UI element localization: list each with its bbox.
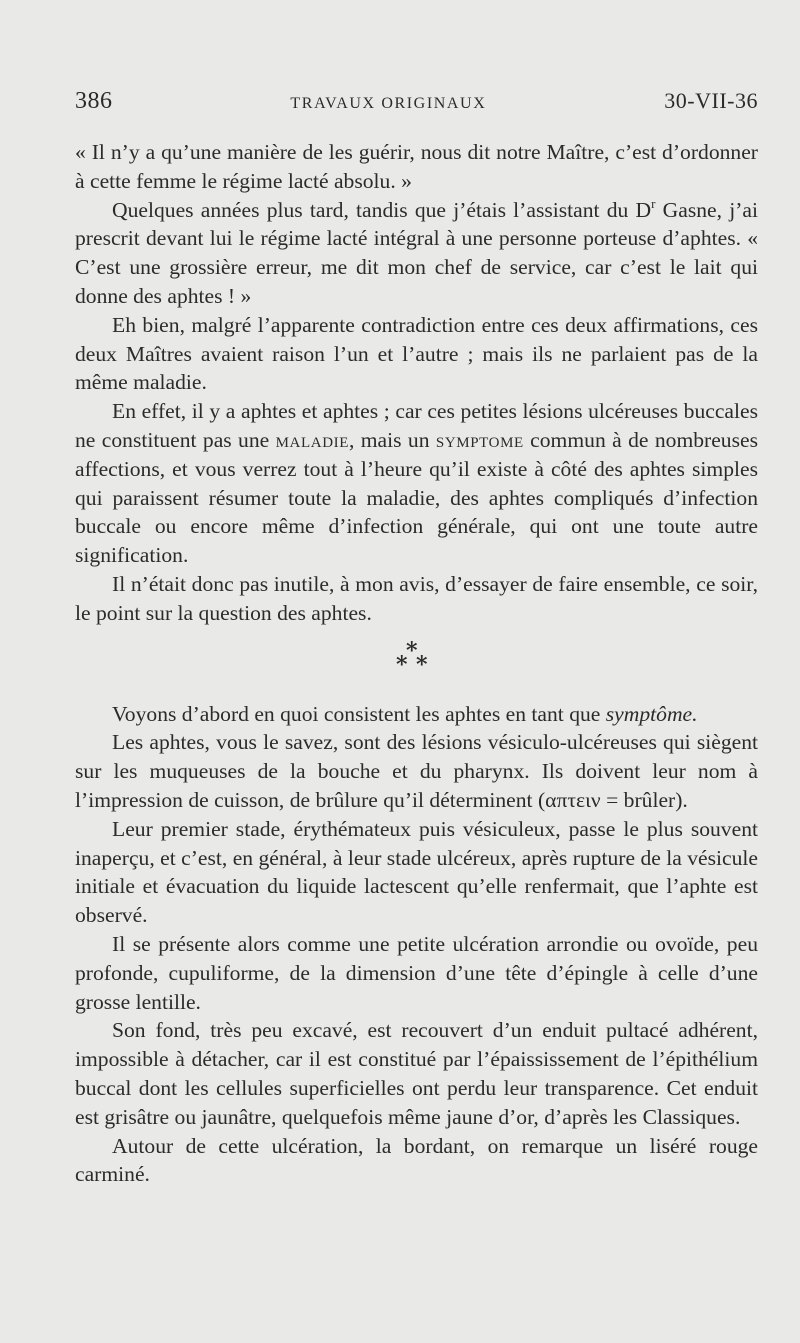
paragraph-aphtes-text-b: , mais un	[348, 427, 436, 452]
paragraph-first-stage: Leur premier stade, érythémateux puis vésiculeux, passe le plus souvent inaperçu, et c’est, en général, à leur stade ulcéreux, après rupture de la vésicule initiale et évacuation du liquide lactescent qu’elle renfermait, que l’aphte est observé.	[75, 816, 758, 928]
paragraph-definition-text-b: = brûler).	[600, 787, 688, 812]
asterism-star-top: *	[406, 637, 418, 664]
paragraph-gasne	[75, 196, 758, 311]
doctor-superscript: r	[651, 195, 656, 211]
asterism-separator	[75, 628, 758, 700]
paragraph-aphtes-types	[75, 397, 758, 570]
paragraph-contradiction: Eh bien, malgré l’apparente contradiction entre ces deux affirmations, ces deux Maîtres avaient raison l’un et l’autre ; mais ils ne parlaient pas de la même maladie.	[75, 312, 758, 395]
paragraph-symptome	[75, 700, 758, 729]
running-title: TRAVAUX ORIGINAUX	[290, 95, 487, 112]
paragraph-definition	[75, 728, 758, 814]
italic-symptome: symptôme.	[605, 701, 698, 726]
paragraph-definition-text-a: Les aphtes, vous le savez, sont des lésions vésiculo-ulcéreuses qui siègent sur les muqueuses de la bouche et du pharynx. Ils doivent leur nom à l’impression de cuisson, de brûlure qu’il déterminent (	[75, 730, 758, 812]
paragraph-gasne-text-a: Quelques années plus tard, tandis que j’étais l’assistant du D	[112, 197, 652, 222]
paragraph-aphtes-text-a: En effet, il y a aphtes et aphtes ; car ces petites lésions ulcéreuses buccales ne constituent pas une	[75, 399, 758, 452]
issue-date: 30-VII-36	[664, 88, 758, 113]
page-number: 386	[75, 88, 113, 114]
small-caps-maladie: maladie	[275, 427, 349, 452]
paragraph-fond: Son fond, très peu excavé, est recouvert d’un enduit pultacé adhérent, impossible à détacher, car il est constitué par l’épaississement de l’épithélium buccal dont les cellules superficielles ont perdu leur transparence. Cet enduit est grisâtre ou jaunâtre, quelquefois même jaune d’or, d’après les Classiques.	[75, 1018, 758, 1129]
running-head	[75, 88, 758, 116]
asterism-star-right: *	[416, 651, 428, 678]
paragraph-ulceration: Il se présente alors comme une petite ulcération arrondie ou ovoïde, peu profonde, cupuliforme, de la dimension d’une tête d’épingle à celle d’une grosse lentille.	[75, 931, 758, 1014]
paragraph-aphtes-text-c: commun à de nombreuses affections, et vous verrez tout à l’heure qu’il existe à côté des aphtes simples qui paraissent résumer toute la maladie, des aphtes compliqués d’infection buccale ou encore même d’infection générale, qui ont une toute autre signification.	[75, 427, 758, 568]
paragraph-gasne-text-b: Gasne, j’ai prescrit devant lui le régime lacté intégral à une personne porteuse d’aphtes. « C’est une grossière erreur, me dit mon chef de service, car c’est le lait qui donne des aphtes ! »	[75, 197, 758, 308]
body-text	[75, 138, 758, 1189]
paragraph-symptome-text: Voyons d’abord en quoi consistent les aphtes en tant que	[112, 701, 606, 726]
greek-word: απτειν	[545, 787, 601, 812]
paragraph-point: Il n’était donc pas inutile, à mon avis, d’essayer de faire ensemble, ce soir, le point sur la question des aphtes.	[75, 571, 758, 625]
asterism-star-left: *	[396, 651, 408, 678]
paragraph-quote: « Il n’y a qu’une manière de les guérir, nous dit notre Maître, c’est d’ordonner à cette femme le régime lacté absolu. »	[75, 140, 758, 193]
small-caps-symptome: symptome	[435, 427, 524, 452]
paragraph-border: Autour de cette ulcération, la bordant, on remarque un liséré rouge carminé.	[75, 1133, 758, 1187]
